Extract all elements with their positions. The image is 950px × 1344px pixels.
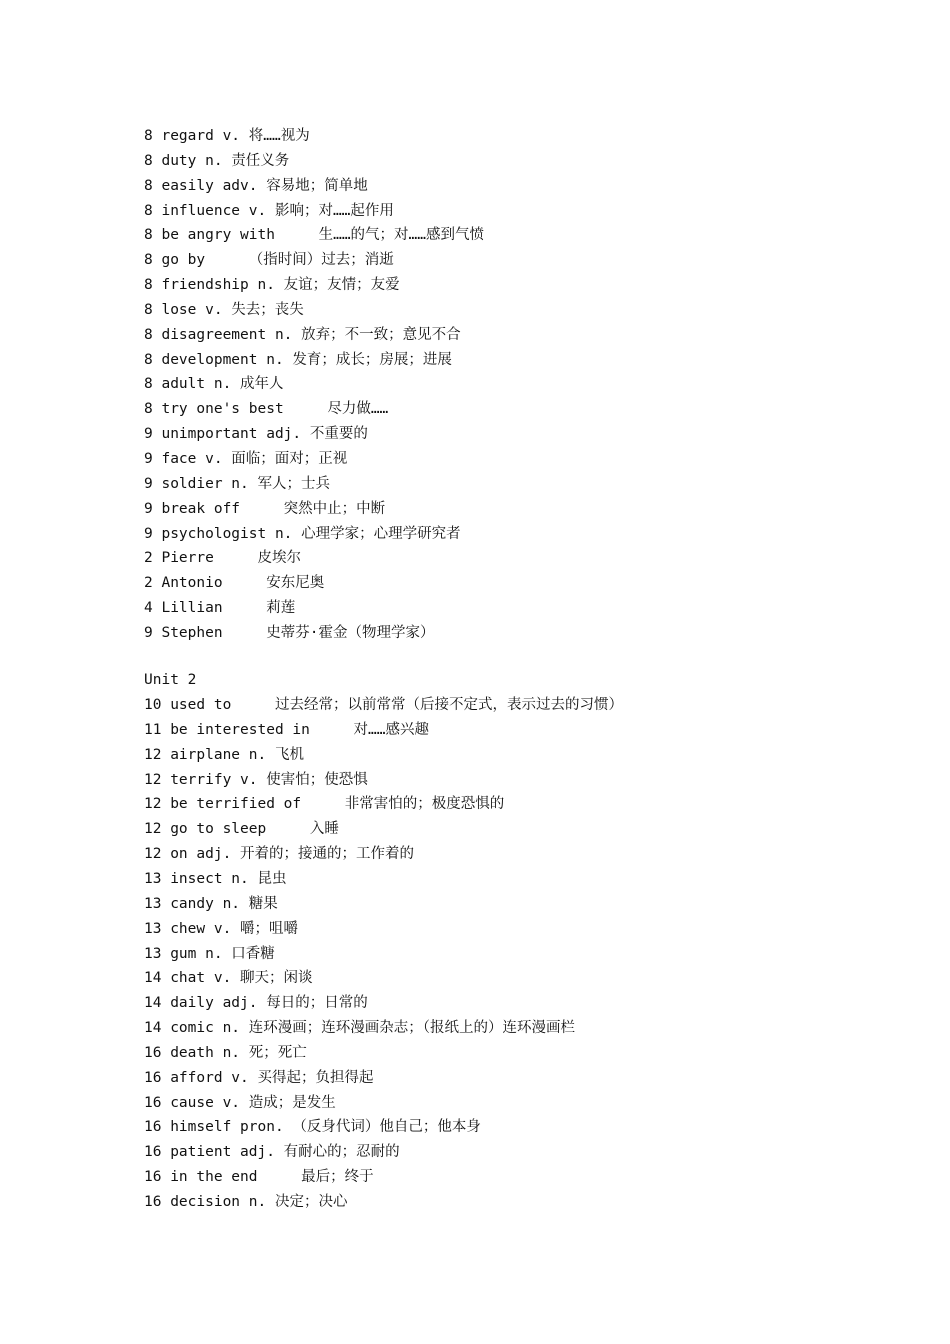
vocab-line: 8 friendship n. 友谊；友情；友爱 [144, 277, 400, 294]
vocab-line: 8 disagreement n. 放弃；不一致；意见不合 [144, 326, 461, 343]
vocab-line: 8 try one's best 尽力做…… [144, 401, 389, 418]
vocab-line: 11 be interested in 对……感兴趣 [144, 721, 429, 738]
vocab-line: 16 in the end 最后；终于 [144, 1169, 374, 1186]
vocab-line: 13 chew v. 嚼；咀嚼 [144, 920, 299, 937]
vocab-line: 8 easily adv. 容易地；简单地 [144, 177, 368, 194]
vocab-line: 16 himself pron. （反身代词）他自己；他本身 [144, 1119, 481, 1136]
vocab-line: 12 go to sleep 入睡 [144, 821, 339, 838]
vocab-line: 14 daily adj. 每日的；日常的 [144, 995, 368, 1012]
vocab-line: 8 be angry with 生……的气；对……感到气愤 [144, 227, 485, 244]
vocab-line: 13 gum n. 口香糖 [144, 945, 275, 962]
vocabulary-list [144, 124, 864, 1215]
section-spacer [144, 646, 864, 669]
vocab-line: 12 airplane n. 飞机 [144, 746, 304, 763]
vocab-line: 12 terrify v. 使害怕；使恐惧 [144, 771, 368, 788]
vocab-line: 12 be terrified of 非常害怕的；极度恐惧的 [144, 796, 505, 813]
vocab-line: 8 go by （指时间）过去；消逝 [144, 252, 394, 269]
vocab-line: 8 regard v. 将……视为 [144, 128, 310, 144]
vocab-line: 12 on adj. 开着的；接通的；工作着的 [144, 846, 415, 863]
vocab-line: 16 decision n. 决定；决心 [144, 1193, 348, 1210]
section-unit-2 [144, 668, 864, 1215]
vocab-line: 9 unimportant adj. 不重要的 [144, 426, 368, 443]
section-unit-1 [144, 124, 864, 646]
vocab-line: 4 Lillian 莉莲 [144, 600, 296, 617]
vocab-line: 8 development n. 发育；成长；房展；进展 [144, 351, 452, 368]
vocab-line: 9 break off 突然中止；中断 [144, 500, 386, 517]
vocab-line: 14 comic n. 连环漫画；连环漫画杂志；（报纸上的）连环漫画栏 [144, 1020, 576, 1037]
vocab-line: 2 Antonio 安东尼奥 [144, 575, 325, 592]
vocab-line: 9 face v. 面临；面对；正视 [144, 450, 348, 467]
vocab-line: 16 afford v. 买得起；负担得起 [144, 1069, 374, 1086]
vocab-line: 8 adult n. 成年人 [144, 376, 284, 393]
vocab-line: 10 used to 过去经常；以前常常（后接不定式，表示过去的习惯） [144, 697, 623, 714]
vocab-line: 9 Stephen 史蒂芬·霍金（物理学家） [144, 624, 435, 641]
vocab-line: 13 insect n. 昆虫 [144, 870, 287, 887]
vocab-line: 8 lose v. 失去；丧失 [144, 301, 304, 318]
vocab-line: 8 duty n. 责任义务 [144, 152, 290, 169]
vocab-line: 8 influence v. 影响；对……起作用 [144, 202, 394, 219]
vocab-line: 2 Pierre 皮埃尔 [144, 550, 301, 567]
vocab-line: 9 soldier n. 军人；士兵 [144, 475, 330, 492]
vocab-line: 9 psychologist n. 心理学家；心理学研究者 [144, 525, 461, 542]
vocab-line: 16 death n. 死；死亡 [144, 1044, 307, 1061]
vocab-line: 16 cause v. 造成；是发生 [144, 1094, 336, 1111]
vocab-line: 13 candy n. 糖果 [144, 895, 278, 912]
section-heading: Unit 2 [144, 672, 197, 689]
vocab-line: 16 patient adj. 有耐心的；忍耐的 [144, 1144, 400, 1161]
vocab-line: 14 chat v. 聊天；闲谈 [144, 970, 313, 987]
